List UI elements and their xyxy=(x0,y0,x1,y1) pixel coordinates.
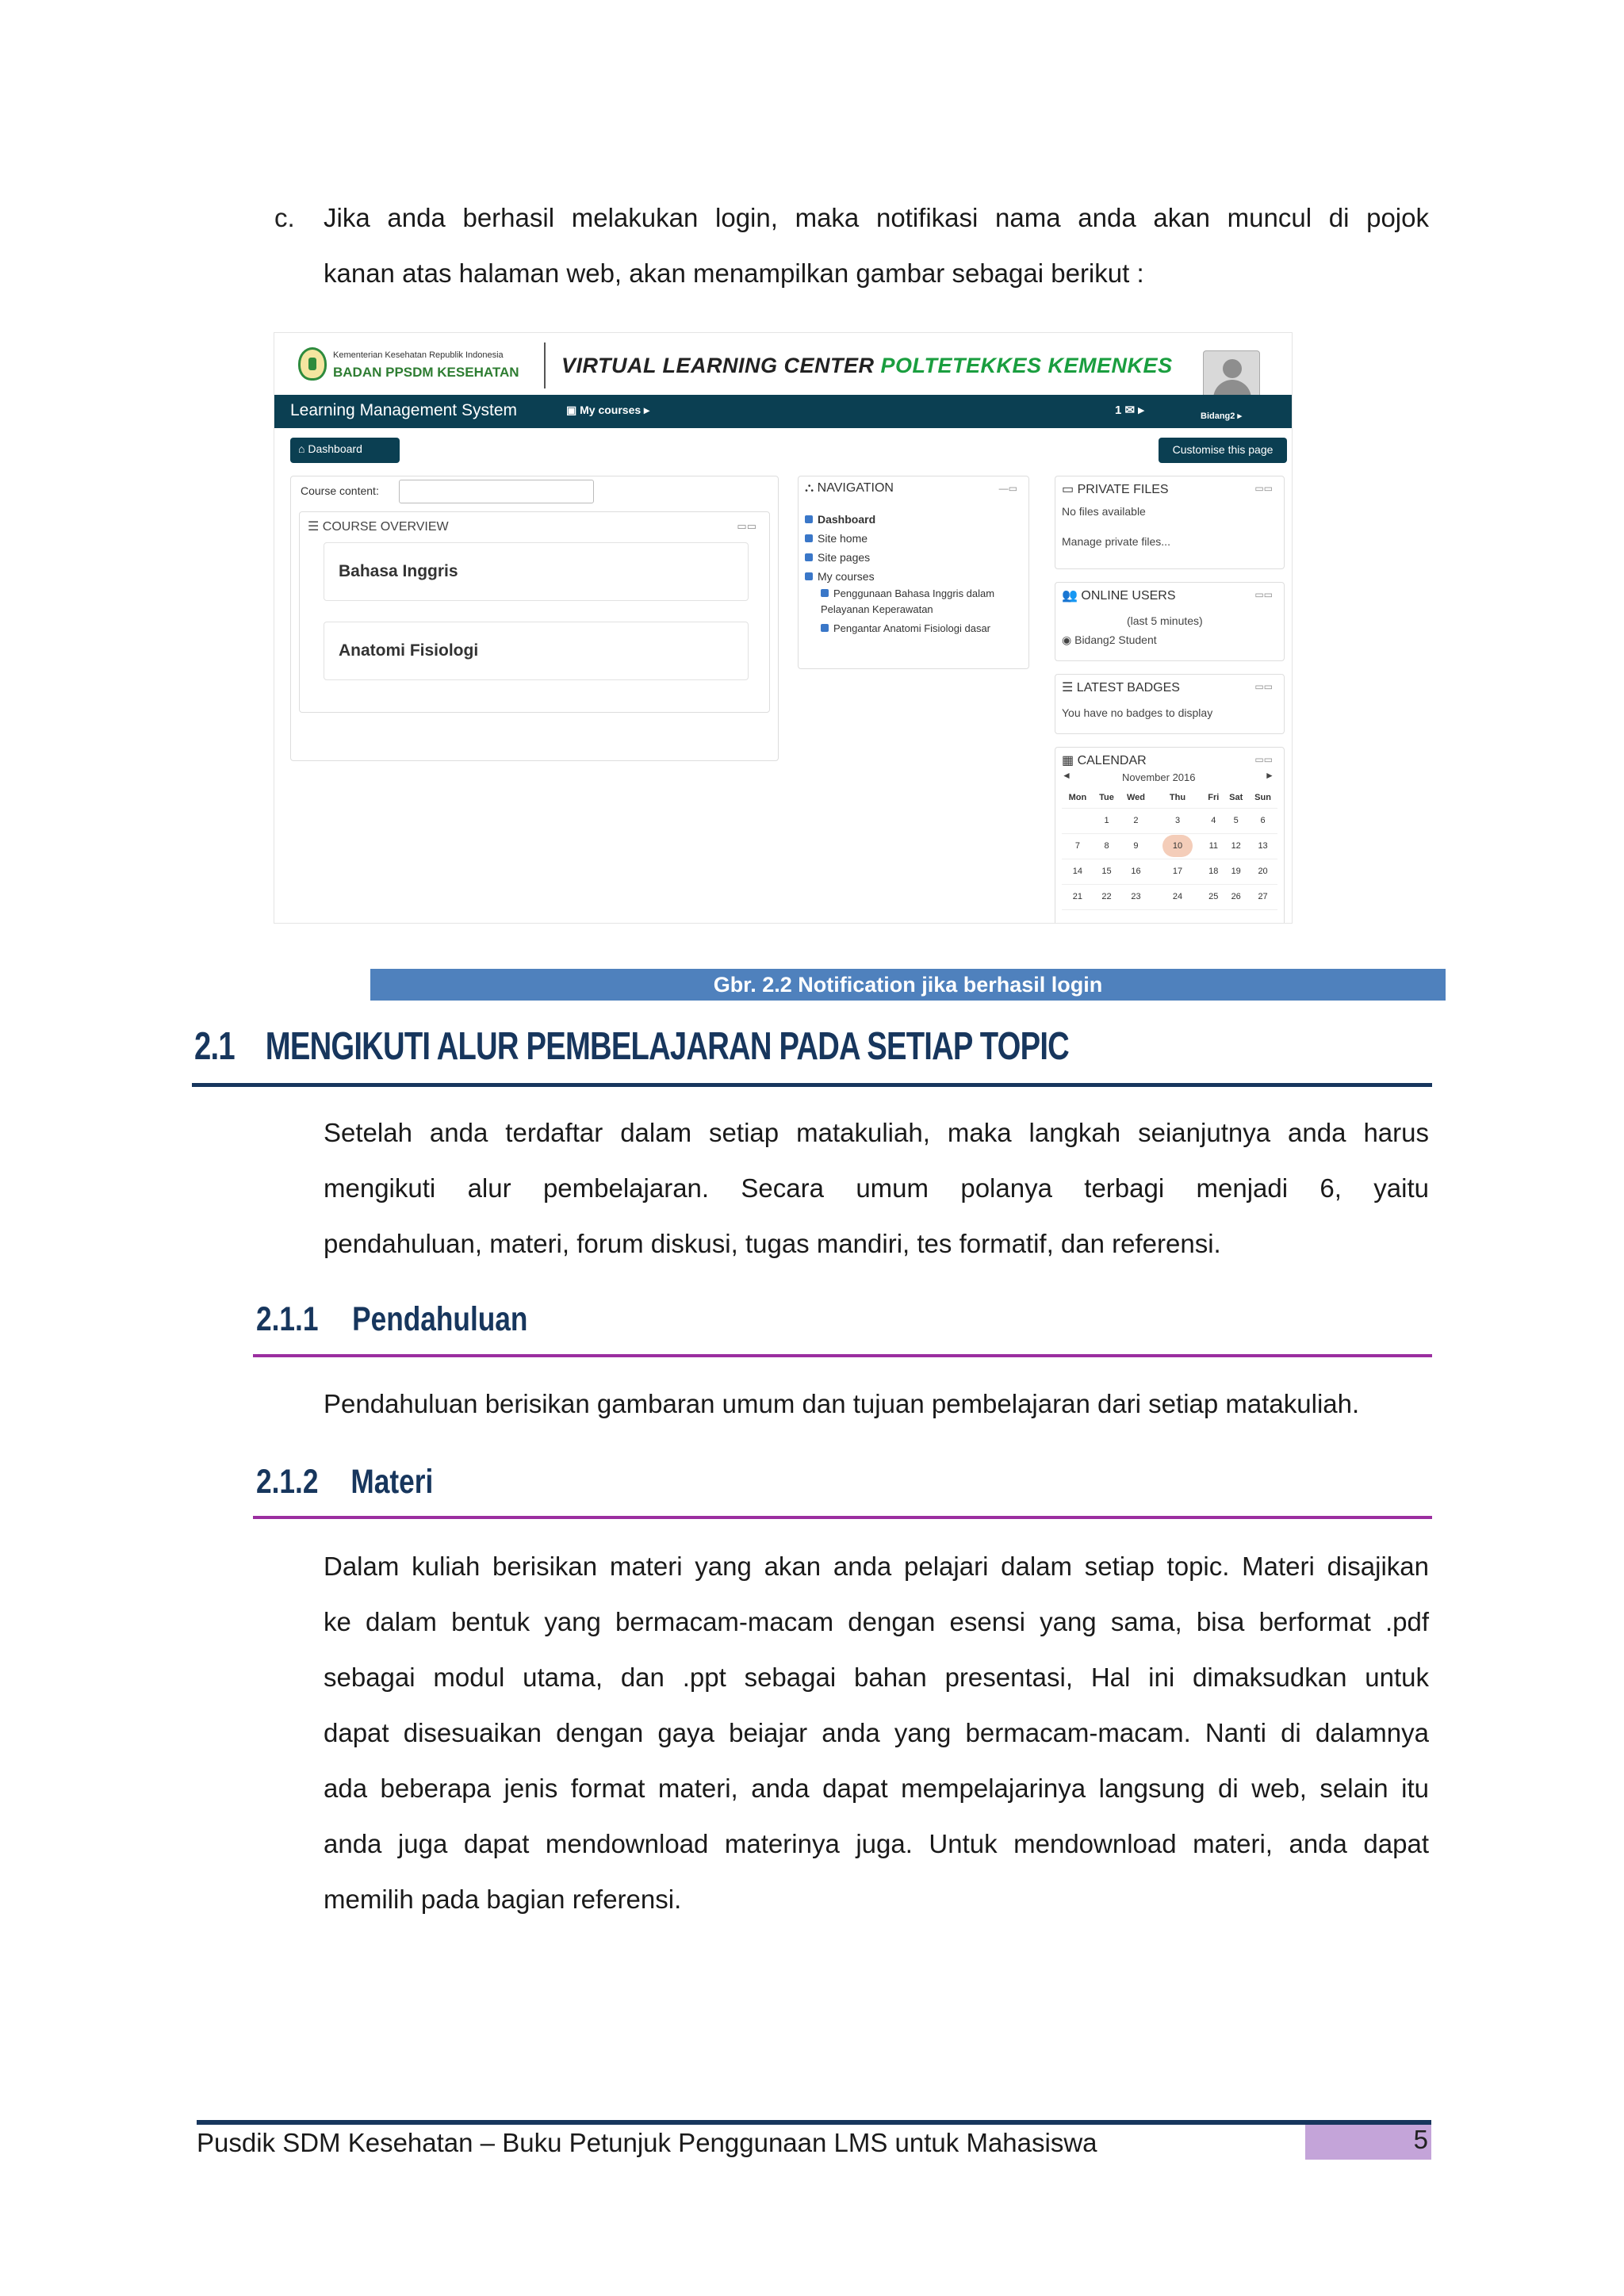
calendar-day[interactable] xyxy=(1248,859,1277,884)
paragraph-line: sebagai modul utama, dan .ppt sebagai bahan presentasi, Hal ini dimaksudkan untuk xyxy=(324,1663,1429,1692)
calendar-day[interactable] xyxy=(1203,833,1224,859)
section-2-1-1-heading xyxy=(256,1300,527,1339)
section-title: MENGIKUTI ALUR PEMBELAJARAN PADA SETIAP TOPIC xyxy=(265,1025,1069,1068)
figure-caption: Gbr. 2.2 Notification jika berhasil login xyxy=(370,969,1446,1001)
no-badges-text: You have no badges to display xyxy=(1062,706,1213,719)
paragraph-line: pendahuluan, materi, forum diskusi, tugas mandiri, tes formatif, dan referensi. xyxy=(324,1229,1221,1258)
calendar-weekday: Fri xyxy=(1203,787,1224,808)
calendar-grid xyxy=(1062,787,1277,910)
calendar-week-row xyxy=(1062,808,1277,833)
footer-text: Pusdik SDM Kesehatan – Buku Petunjuk Penggunaan LMS untuk Mahasiswa xyxy=(197,2128,1097,2157)
list-icon: ☰ xyxy=(1062,681,1077,695)
section-2-1-2-rule xyxy=(253,1516,1432,1519)
calendar-day-number: 22 xyxy=(1101,892,1112,901)
calendar-weekday: Sun xyxy=(1248,787,1277,808)
calendar-day[interactable] xyxy=(1203,884,1224,909)
nav-item-dashboard[interactable] xyxy=(805,510,1003,529)
home-icon: ⌂ xyxy=(298,442,308,455)
calendar-day[interactable] xyxy=(1203,859,1224,884)
calendar-day-number: 26 xyxy=(1231,892,1241,901)
item-c-line-2: kanan atas halaman web, akan menampilkan gambar sebagai berikut : xyxy=(324,258,1144,288)
course-content-label: Course content: xyxy=(301,484,379,497)
nav-course-link[interactable] xyxy=(805,621,1003,637)
calendar-day xyxy=(1062,808,1094,833)
calendar-day-number: 17 xyxy=(1172,867,1183,876)
calendar-day[interactable] xyxy=(1120,808,1151,833)
calendar-day[interactable] xyxy=(1152,859,1204,884)
section-number: 2.1.1 xyxy=(256,1300,319,1338)
block-controls-icon[interactable]: ▭▭ xyxy=(1254,483,1273,494)
calendar-day-number: 18 xyxy=(1208,867,1219,876)
calendar-day-number: 16 xyxy=(1131,867,1141,876)
section-2-1-rule xyxy=(192,1083,1432,1087)
section-number: 2.1 xyxy=(194,1025,235,1068)
main-content xyxy=(290,476,779,761)
nav-item-label: My courses xyxy=(818,570,875,583)
site-title xyxy=(561,354,1173,378)
latest-badges-title xyxy=(1062,679,1180,695)
calendar-day-number: 12 xyxy=(1231,841,1241,851)
calendar-day-number: 5 xyxy=(1233,816,1239,825)
section-2-1-1-rule xyxy=(253,1354,1432,1357)
paragraph-line: anda juga dapat mendownload materinya juga. Untuk mendownload materi, anda dapat xyxy=(324,1829,1429,1858)
calendar-title xyxy=(1062,752,1147,768)
block-controls-icon[interactable]: ▭▭ xyxy=(1254,681,1273,692)
dashboard-button[interactable] xyxy=(290,438,400,463)
paragraph-line: Dalam kuliah berisikan materi yang akan anda pelajari dalam setiap topic. Materi disajikan xyxy=(324,1552,1429,1581)
calendar-day[interactable] xyxy=(1094,884,1120,909)
online-user-name: Bidang2 Student xyxy=(1074,633,1157,646)
calendar-day[interactable] xyxy=(1094,859,1120,884)
header-divider xyxy=(544,342,546,388)
calendar-day[interactable] xyxy=(1094,833,1120,859)
footer-rule xyxy=(197,2120,1431,2125)
kemenkes-logo-icon xyxy=(298,347,327,381)
calendar-day-number: 6 xyxy=(1260,816,1266,825)
nav-course-label: Penggunaan Bahasa Inggris dalam Pelayanan Keperawatan xyxy=(821,587,995,615)
folder-icon: ▭ xyxy=(1062,483,1078,496)
calendar-days xyxy=(1062,808,1277,909)
navigation-block xyxy=(798,476,1029,669)
nav-course-link[interactable] xyxy=(805,586,1003,618)
calendar-day[interactable] xyxy=(1248,833,1277,859)
customise-page-button[interactable]: Customise this page xyxy=(1159,438,1287,463)
course-content-input[interactable] xyxy=(399,480,594,503)
online-user-link[interactable] xyxy=(1062,633,1157,647)
users-icon: 👥 xyxy=(1062,589,1082,603)
calendar-icon: ▦ xyxy=(1062,754,1078,767)
calendar-prev-button[interactable]: ◄ xyxy=(1062,770,1071,781)
calendar-day[interactable] xyxy=(1094,808,1120,833)
calendar-day[interactable] xyxy=(1224,884,1248,909)
navigation-title xyxy=(805,481,894,496)
sitemap-icon: ⛬ xyxy=(805,481,818,495)
calendar-weekday-row xyxy=(1062,787,1277,808)
calendar-week-row xyxy=(1062,833,1277,859)
calendar-day-number: 11 xyxy=(1208,841,1218,851)
block-controls-icon[interactable]: ▭▭ xyxy=(737,520,756,532)
latest-badges-title-text: LATEST BADGES xyxy=(1076,681,1180,695)
nav-course-label: Pengantar Anatomi Fisiologi dasar xyxy=(833,622,991,634)
calendar-day-number: 19 xyxy=(1231,867,1241,876)
private-files-title-text: PRIVATE FILES xyxy=(1077,483,1169,496)
nav-item-site-pages[interactable] xyxy=(805,548,1003,567)
section-2-1-heading xyxy=(194,1024,1159,1069)
navigation-title-text: NAVIGATION xyxy=(817,481,894,495)
course-overview-title-text: COURSE OVERVIEW xyxy=(322,520,449,534)
lms-screenshot xyxy=(274,332,1293,924)
calendar-weekday: Mon xyxy=(1062,787,1094,808)
calendar-day[interactable] xyxy=(1120,884,1151,909)
calendar-day[interactable] xyxy=(1152,884,1204,909)
course-card[interactable]: Anatomi Fisiologi xyxy=(324,622,749,680)
calendar-day[interactable] xyxy=(1120,859,1151,884)
online-window-text: (last 5 minutes) xyxy=(1127,614,1203,627)
calendar-next-button[interactable]: ► xyxy=(1265,770,1274,781)
course-card[interactable]: Bahasa Inggris xyxy=(324,542,749,601)
nav-item-label: Site home xyxy=(818,532,868,545)
online-users-title-text: ONLINE USERS xyxy=(1081,589,1176,603)
user-icon: ◉ xyxy=(1062,633,1075,646)
calendar-day[interactable] xyxy=(1224,808,1248,833)
calendar-day[interactable] xyxy=(1152,808,1204,833)
calendar-day-number: 15 xyxy=(1101,867,1112,876)
online-users-block xyxy=(1055,582,1285,661)
no-files-text: No files available xyxy=(1062,505,1146,518)
calendar-day-number: 27 xyxy=(1258,892,1268,901)
block-controls-icon[interactable]: —▭ xyxy=(998,483,1017,494)
calendar-weekday: Thu xyxy=(1152,787,1204,808)
calendar-day[interactable] xyxy=(1224,859,1248,884)
paragraph-line: dapat disesuaikan dengan gaya beiajar anda yang bermacam-macam. Nanti di dalamnya xyxy=(324,1718,1429,1747)
manage-private-files-link[interactable]: Manage private files... xyxy=(1062,535,1170,548)
nav-item-label: Dashboard xyxy=(818,513,876,526)
section-2-1-body xyxy=(324,1105,1429,1272)
calendar-day-number: 7 xyxy=(1074,841,1080,851)
calendar-block xyxy=(1055,747,1285,924)
ministry-name: Kementerian Kesehatan Republik Indonesia xyxy=(333,350,504,360)
calendar-title-text: CALENDAR xyxy=(1077,754,1147,767)
block-controls-icon[interactable]: ▭▭ xyxy=(1254,754,1273,765)
nav-my-courses-label: My courses ▸ xyxy=(580,404,650,416)
block-controls-icon[interactable]: ▭▭ xyxy=(1254,589,1273,600)
course-overview-title xyxy=(308,519,449,534)
nav-messages[interactable]: 1 ✉ ▸ xyxy=(1115,404,1144,417)
calendar-weekday: Wed xyxy=(1120,787,1151,808)
site-title-plain: VIRTUAL LEARNING CENTER xyxy=(561,354,881,377)
calendar-day-number: 21 xyxy=(1072,892,1082,901)
page-number: 5 xyxy=(1305,2125,1431,2160)
paragraph-line: mengikuti alur pembelajaran. Secara umum polanya terbagi menjadi 6, yaitu xyxy=(324,1173,1429,1203)
calendar-day-number: 13 xyxy=(1258,841,1268,851)
item-c-line-1: Jika anda berhasil melakukan login, maka notifikasi nama anda akan muncul di pojok xyxy=(324,203,1429,232)
calendar-day-number: 23 xyxy=(1131,892,1141,901)
paragraph-line: ada beberapa jenis format materi, anda dapat mempelajarinya langsung di web, selain itu xyxy=(324,1774,1429,1803)
top-navbar xyxy=(274,395,1292,428)
nav-item-site-home[interactable] xyxy=(805,529,1003,548)
calendar-week-row xyxy=(1062,884,1277,909)
section-2-1-1-body: Pendahuluan berisikan gambaran umum dan tujuan pembelajaran dari setiap matakuliah. xyxy=(324,1389,1360,1418)
calendar-day[interactable] xyxy=(1152,833,1204,859)
online-users-title xyxy=(1062,587,1176,603)
calendar-day-number: 2 xyxy=(1133,816,1139,825)
nav-item-my-courses[interactable] xyxy=(805,567,1003,586)
calendar-day-number: 14 xyxy=(1072,867,1082,876)
item-c-text xyxy=(324,190,1429,301)
list-icon: ☰ xyxy=(308,520,323,534)
calendar-day-number: 4 xyxy=(1211,816,1216,825)
course-overview-block xyxy=(299,511,770,713)
nav-user-menu[interactable]: Bidang2 ▸ xyxy=(1201,411,1242,421)
calendar-month: November 2016 xyxy=(1122,771,1196,783)
site-header xyxy=(274,333,1292,396)
section-number: 2.1.2 xyxy=(256,1463,319,1501)
calendar-day-number: 1 xyxy=(1104,816,1109,825)
nav-my-courses[interactable] xyxy=(566,404,649,417)
calendar-day[interactable] xyxy=(1120,833,1151,859)
item-c-label: c. xyxy=(274,203,295,232)
nav-item-label: Site pages xyxy=(818,551,871,564)
section-title: Materi xyxy=(350,1463,434,1501)
paragraph-line: memilih pada bagian referensi. xyxy=(324,1885,682,1914)
agency-name: BADAN PPSDM KESEHATAN xyxy=(333,365,519,380)
private-files-title xyxy=(1062,481,1169,497)
calendar-weekday: Tue xyxy=(1094,787,1120,808)
site-title-highlight: POLTETEKKES KEMENKES xyxy=(880,354,1173,377)
dashboard-button-label: Dashboard xyxy=(308,442,362,455)
navigation-list xyxy=(805,510,1003,637)
latest-badges-block xyxy=(1055,674,1285,734)
home-icon: ▣ xyxy=(566,404,580,416)
paragraph-line: Setelah anda terdaftar dalam setiap matakuliah, maka langkah seianjutnya anda harus xyxy=(324,1118,1429,1147)
calendar-day-number: 25 xyxy=(1208,892,1219,901)
calendar-week-row xyxy=(1062,859,1277,884)
section-title: Pendahuluan xyxy=(352,1300,528,1338)
calendar-day[interactable] xyxy=(1062,884,1094,909)
calendar-day[interactable] xyxy=(1248,808,1277,833)
calendar-day-number: 3 xyxy=(1174,816,1181,825)
paragraph-line: ke dalam bentuk yang bermacam-macam dengan esensi yang sama, bisa berformat .pdf xyxy=(324,1607,1429,1636)
private-files-block xyxy=(1055,476,1285,569)
calendar-day[interactable] xyxy=(1062,833,1094,859)
calendar-day[interactable] xyxy=(1248,884,1277,909)
calendar-day-number: 9 xyxy=(1133,841,1139,851)
calendar-weekday: Sat xyxy=(1224,787,1248,808)
section-2-1-2-heading xyxy=(256,1463,433,1502)
calendar-day[interactable] xyxy=(1203,808,1224,833)
calendar-day[interactable] xyxy=(1062,859,1094,884)
calendar-day-number: 8 xyxy=(1104,841,1109,851)
calendar-day-number: 24 xyxy=(1172,892,1183,901)
calendar-today: 10 xyxy=(1162,835,1193,857)
section-2-1-2-body xyxy=(324,1539,1429,1927)
nav-brand[interactable]: Learning Management System xyxy=(290,401,517,419)
calendar-day-number: 20 xyxy=(1258,867,1268,876)
calendar-day[interactable] xyxy=(1224,833,1248,859)
